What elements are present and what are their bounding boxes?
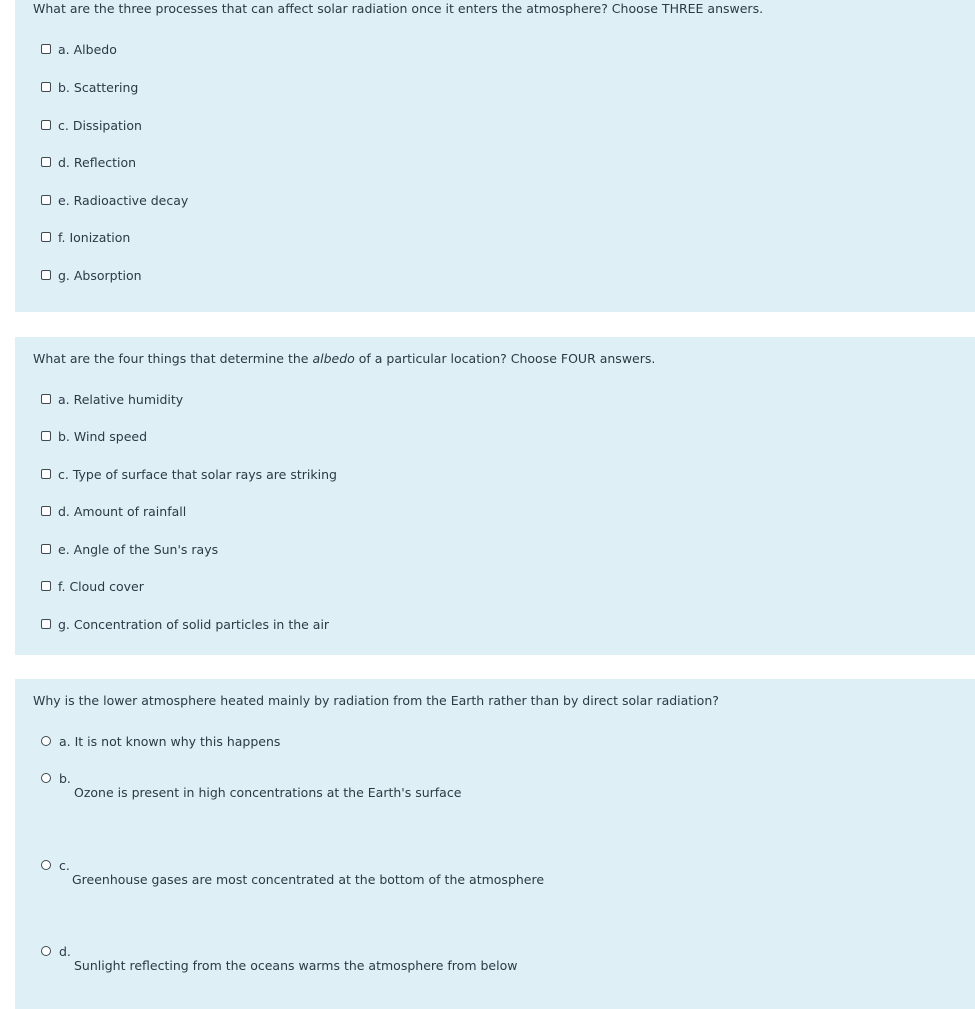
q3-option-c[interactable] bbox=[41, 857, 70, 873]
q3-option-b-text[interactable]: Ozone is present in high concentrations at the Earth's surface bbox=[74, 785, 462, 800]
option-letter: b. bbox=[59, 770, 71, 786]
option-label: c. Type of surface that solar rays are striking bbox=[58, 466, 337, 482]
checkbox-icon[interactable] bbox=[41, 157, 51, 167]
option-label: g. Absorption bbox=[58, 267, 142, 283]
question-2-panel bbox=[15, 337, 975, 655]
question-1-panel bbox=[15, 0, 975, 312]
option-label: b. Scattering bbox=[58, 79, 139, 95]
q2-option-f[interactable] bbox=[41, 578, 144, 594]
radio-icon[interactable] bbox=[41, 860, 51, 870]
checkbox-icon[interactable] bbox=[41, 581, 51, 591]
radio-icon[interactable] bbox=[41, 736, 51, 746]
q1-option-b[interactable] bbox=[41, 79, 138, 95]
option-label: c. Dissipation bbox=[58, 117, 142, 133]
option-label: e. Radioactive decay bbox=[58, 192, 189, 208]
option-label: e. Angle of the Sun's rays bbox=[58, 541, 219, 557]
checkbox-icon[interactable] bbox=[41, 195, 51, 205]
checkbox-icon[interactable] bbox=[41, 506, 51, 516]
q2-option-g[interactable] bbox=[41, 616, 329, 632]
q1-option-f[interactable] bbox=[41, 229, 130, 245]
checkbox-icon[interactable] bbox=[41, 394, 51, 404]
checkbox-icon[interactable] bbox=[41, 82, 51, 92]
checkbox-icon[interactable] bbox=[41, 232, 51, 242]
option-label: d. Reflection bbox=[58, 154, 137, 170]
option-letter: a. bbox=[59, 733, 71, 749]
option-label: g. Concentration of solid particles in the air bbox=[58, 616, 330, 632]
q3-option-a[interactable] bbox=[41, 733, 280, 749]
checkbox-icon[interactable] bbox=[41, 469, 51, 479]
checkbox-icon[interactable] bbox=[41, 431, 51, 441]
checkbox-icon[interactable] bbox=[41, 44, 51, 54]
question-2-text-start: What are the four things that determine the bbox=[33, 351, 313, 366]
option-label: d. Amount of rainfall bbox=[58, 503, 187, 519]
checkbox-icon[interactable] bbox=[41, 120, 51, 130]
q3-option-b[interactable] bbox=[41, 770, 71, 786]
q2-option-e[interactable] bbox=[41, 541, 218, 557]
option-label: a. Relative humidity bbox=[58, 391, 184, 407]
q1-option-g[interactable] bbox=[41, 267, 142, 283]
checkbox-icon[interactable] bbox=[41, 619, 51, 629]
q3-option-d[interactable] bbox=[41, 943, 71, 959]
option-label: a. Albedo bbox=[58, 41, 117, 57]
q2-option-a[interactable] bbox=[41, 391, 183, 407]
q2-option-b[interactable] bbox=[41, 428, 147, 444]
checkbox-icon[interactable] bbox=[41, 270, 51, 280]
question-1-text: What are the three processes that can affect solar radiation once it enters the atmosphere? Choose THREE answers. bbox=[33, 1, 764, 16]
q2-option-c[interactable] bbox=[41, 466, 337, 482]
q1-option-a[interactable] bbox=[41, 41, 117, 57]
question-3-text: Why is the lower atmosphere heated mainly by radiation from the Earth rather than by direct solar radiation? bbox=[33, 693, 719, 708]
question-2-text bbox=[33, 351, 655, 366]
option-label: b. Wind speed bbox=[58, 428, 148, 444]
option-label: f. Cloud cover bbox=[58, 578, 144, 594]
q2-option-d[interactable] bbox=[41, 503, 186, 519]
radio-icon[interactable] bbox=[41, 773, 51, 783]
q1-option-d[interactable] bbox=[41, 154, 136, 170]
radio-icon[interactable] bbox=[41, 946, 51, 956]
q3-option-c-text[interactable]: Greenhouse gases are most concentrated at the bottom of the atmosphere bbox=[72, 872, 545, 887]
option-letter: c. bbox=[59, 857, 70, 873]
option-text: It is not known why this happens bbox=[74, 733, 281, 749]
question-2-text-end: of a particular location? Choose FOUR answers. bbox=[354, 351, 656, 366]
q1-option-c[interactable] bbox=[41, 117, 142, 133]
checkbox-icon[interactable] bbox=[41, 544, 51, 554]
question-2-emphasis: albedo bbox=[312, 351, 355, 366]
q1-option-e[interactable] bbox=[41, 192, 188, 208]
option-letter: d. bbox=[59, 943, 71, 959]
option-label: f. Ionization bbox=[58, 229, 131, 245]
q3-option-d-text[interactable]: Sunlight reflecting from the oceans warms the atmosphere from below bbox=[74, 958, 518, 973]
